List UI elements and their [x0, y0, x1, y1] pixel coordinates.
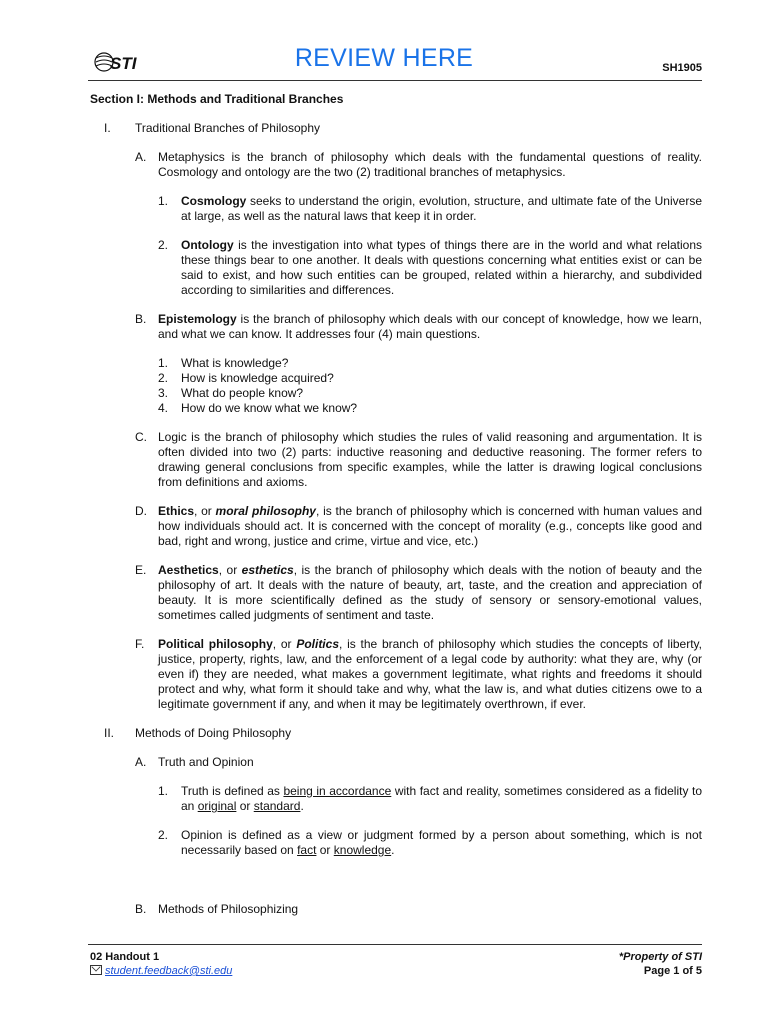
text-run: Truth is defined as — [181, 784, 284, 798]
item-number: 1. — [158, 194, 169, 208]
footer-divider — [88, 944, 702, 945]
svg-text:STI: STI — [110, 54, 137, 73]
connector: , or — [272, 637, 297, 651]
connector: , or — [194, 504, 216, 518]
sub-item-opinion — [158, 828, 702, 858]
term: Political philosophy — [158, 637, 273, 651]
item-aesthetics — [135, 563, 702, 623]
text-run: with fact and reality, sometimes considered as a fidelity to an — [181, 784, 702, 813]
underlined-term: fact — [297, 843, 317, 857]
item-political-philosophy — [135, 637, 702, 712]
item-logic — [135, 430, 702, 490]
section-title: Section I: Methods and Traditional Branches — [90, 92, 344, 106]
item-letter: C. — [135, 430, 147, 444]
roman-numeral: I. — [104, 121, 111, 135]
item-number: 3. — [158, 386, 169, 400]
text-run: or — [236, 799, 254, 813]
text-run: . — [391, 843, 395, 857]
question-text: What do people know? — [181, 386, 304, 400]
item-methods-of-philosophizing — [135, 902, 702, 917]
part-heading: Methods of Doing Philosophy — [135, 726, 292, 740]
page-number: Page 1 of 5 — [643, 965, 702, 977]
item-number: 2. — [158, 371, 169, 385]
item-number: 1. — [158, 784, 169, 798]
list-item — [158, 371, 702, 386]
connector: , or — [218, 563, 242, 577]
underlined-term: standard — [253, 799, 301, 813]
definition: , is the branch of philosophy which deals with the notion of beauty and the philosophy of art. It deals with the nature of beauty, art, taste, and the creation and appreciation of beauty. It is more scientifically defined as the study of sensory or sensory-emotional values, sometimes called judgments of sentiment and taste. — [158, 563, 702, 622]
footer-right — [619, 950, 702, 978]
question-text: How do we know what we know? — [181, 401, 358, 415]
definition: seeks to understand the origin, evolution, structure, and ultimate fate of the Universe at large, as well as the natural laws that keep it in order. — [181, 194, 702, 223]
term: Ontology — [181, 238, 234, 252]
document-code: SH1905 — [662, 62, 702, 74]
part-heading: Traditional Branches of Philosophy — [135, 121, 320, 135]
list-item — [158, 401, 702, 416]
alt-term: moral philosophy — [215, 504, 316, 518]
item-letter: B. — [135, 312, 147, 326]
alt-term: Politics — [296, 637, 339, 651]
item-number: 1. — [158, 356, 169, 370]
text-run: . — [300, 799, 304, 813]
sub-item-cosmology — [158, 194, 702, 224]
term: Epistemology — [158, 312, 237, 326]
item-text: Metaphysics is the branch of philosophy which deals with the fundamental questions of reality. Cosmology and ontology are the two (2) traditional branches of metaphysics. — [158, 150, 702, 179]
question-text: What is knowledge? — [181, 356, 289, 370]
definition: is the investigation into what types of things there are in the world and what relations these things bear to one another. It deals with questions concerning what entities exist or can be said to exist, and how such entities can be grouped, related within a hierarchy, and subdivided according to similarities and differences. — [181, 238, 702, 297]
underlined-term: being in accordance — [283, 784, 392, 798]
document-body — [90, 92, 702, 931]
part-traditional-branches — [90, 121, 702, 712]
envelope-icon — [90, 965, 102, 975]
underlined-term: original — [197, 799, 237, 813]
item-letter: F. — [135, 637, 145, 651]
item-heading: Truth and Opinion — [158, 755, 254, 769]
question-list — [158, 356, 702, 416]
item-letter: E. — [135, 563, 147, 577]
item-letter: D. — [135, 504, 147, 518]
header-divider — [88, 80, 702, 81]
item-number: 2. — [158, 238, 169, 252]
handout-label: 02 Handout 1 — [90, 951, 160, 963]
sub-item-ontology — [158, 238, 702, 298]
property-notice: *Property of STI — [618, 951, 702, 963]
underlined-term: knowledge — [333, 843, 392, 857]
text-run: Opinion is defined as a view or judgment formed by a person about something, which is not necessarily based on — [181, 828, 702, 857]
term: Cosmology — [181, 194, 247, 208]
item-letter: A. — [135, 150, 147, 164]
item-text: Logic is the branch of philosophy which studies the rules of valid reasoning and argumentation. It is often divided into two (2) parts: inductive reasoning and deductive reasoning. The former refers to drawing general conclusions from specific examples, while the latter is drawing logical conclusions from definitions and axioms. — [158, 430, 702, 489]
item-number: 4. — [158, 401, 169, 415]
sub-item-truth — [158, 784, 702, 814]
text-run: or — [316, 843, 334, 857]
part-methods — [90, 726, 702, 917]
definition: , is the branch of philosophy which is concerned with human values and how individuals should act. It is concerned with the concept of morality (e.g., concepts like good and bad, right and wrong, justice and crime, virtue and vice, etc.) — [158, 504, 702, 548]
item-number: 2. — [158, 828, 169, 842]
feedback-email-link[interactable]: student.feedback@sti.edu — [105, 965, 233, 977]
item-letter: A. — [135, 755, 147, 769]
alt-term: esthetics — [241, 563, 294, 577]
item-truth-and-opinion — [135, 755, 702, 858]
list-item — [158, 386, 702, 401]
definition: is the branch of philosophy which deals with our concept of knowledge, how we learn, and what we can know. It addresses four (4) main questions. — [158, 312, 702, 341]
item-letter: B. — [135, 902, 147, 916]
question-text: How is knowledge acquired? — [181, 371, 334, 385]
footer-left — [90, 950, 232, 978]
item-ethics — [135, 504, 702, 549]
roman-numeral: II. — [104, 726, 115, 740]
term: Ethics — [158, 504, 195, 518]
list-item — [158, 356, 702, 371]
term: Aesthetics — [158, 563, 219, 577]
page-title: REVIEW HERE — [294, 44, 474, 72]
item-metaphysics — [135, 150, 702, 298]
item-heading: Methods of Philosophizing — [158, 902, 299, 916]
definition: , is the branch of philosophy which studies the concepts of liberty, justice, property, rights, law, and the enforcement of a legal code by authority: what they are, why (or even if) they are needed, what makes a government legitimate, what rights and freedoms it should protect and why, what form it should take and why, what the law is, and what duties citizens owe to a legitimate government if any, and when it may be legitimately overthrown, if ever. — [158, 637, 703, 711]
item-epistemology — [135, 312, 702, 416]
